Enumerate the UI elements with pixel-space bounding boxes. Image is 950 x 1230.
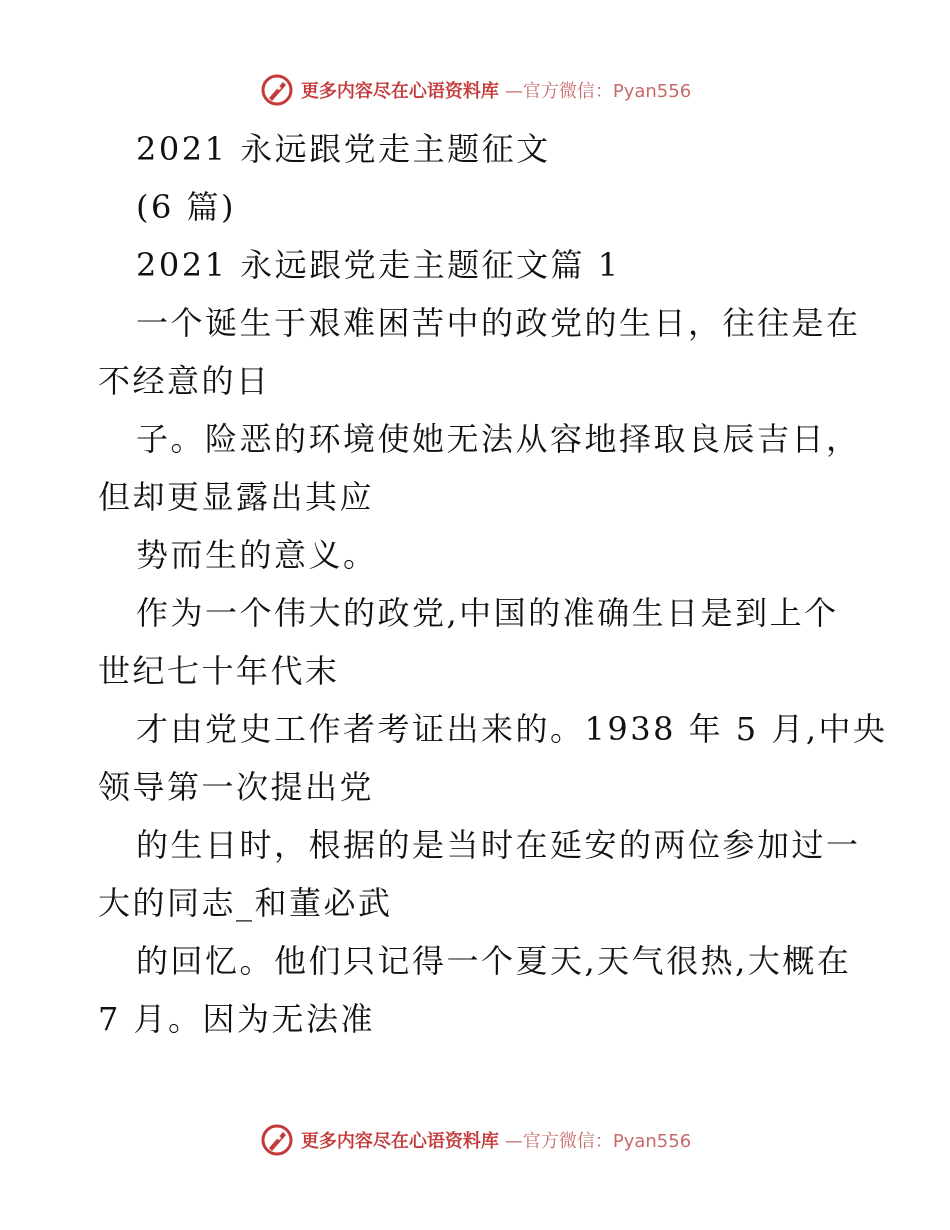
body-line: 的回忆。他们只记得一个夏天,天气很热,大概在 <box>136 942 852 980</box>
body-line: 大的同志_和董必武 <box>98 884 393 922</box>
document-title: 2021 永远跟党走主题征文 <box>136 130 551 168</box>
pen-nib-logo-icon <box>259 1122 295 1158</box>
body-line: 势而生的意义。 <box>136 536 378 574</box>
document-subtitle: (6 篇) <box>136 188 237 226</box>
watermark-banner-top <box>0 70 950 110</box>
document-body <box>0 120 950 1048</box>
watermark-contact-text: —官方微信：Pyan556 <box>504 1131 692 1152</box>
watermark-strong-text: 更多内容尽在心语资料库 <box>300 1131 499 1152</box>
body-line: 一个诞生于艰难困苦中的政党的生日，往往是在 <box>136 304 861 342</box>
section-heading: 2021 永远跟党走主题征文篇 1 <box>136 246 621 284</box>
watermark-banner-bottom <box>0 1120 950 1160</box>
body-line: 不经意的日 <box>98 362 271 400</box>
body-line: 子。险恶的环境使她无法从容地择取良辰吉日， <box>136 420 861 458</box>
pen-nib-logo-icon <box>259 72 295 108</box>
body-line: 领导第一次提出党 <box>98 768 375 806</box>
body-line: 的生日时，根据的是当时在延安的两位参加过一 <box>136 826 861 864</box>
body-line: 才由党史工作者考证出来的。1938 年 5 月,中央 <box>136 710 888 748</box>
watermark-contact-text: —官方微信：Pyan556 <box>504 81 692 102</box>
body-line: 但却更显露出其应 <box>98 478 375 516</box>
body-line: 世纪七十年代末 <box>98 652 340 690</box>
body-line: 作为一个伟大的政党,中国的准确生日是到上个 <box>136 594 839 632</box>
body-line: 7 月。因为无法准 <box>98 1000 376 1038</box>
watermark-strong-text: 更多内容尽在心语资料库 <box>300 81 499 102</box>
